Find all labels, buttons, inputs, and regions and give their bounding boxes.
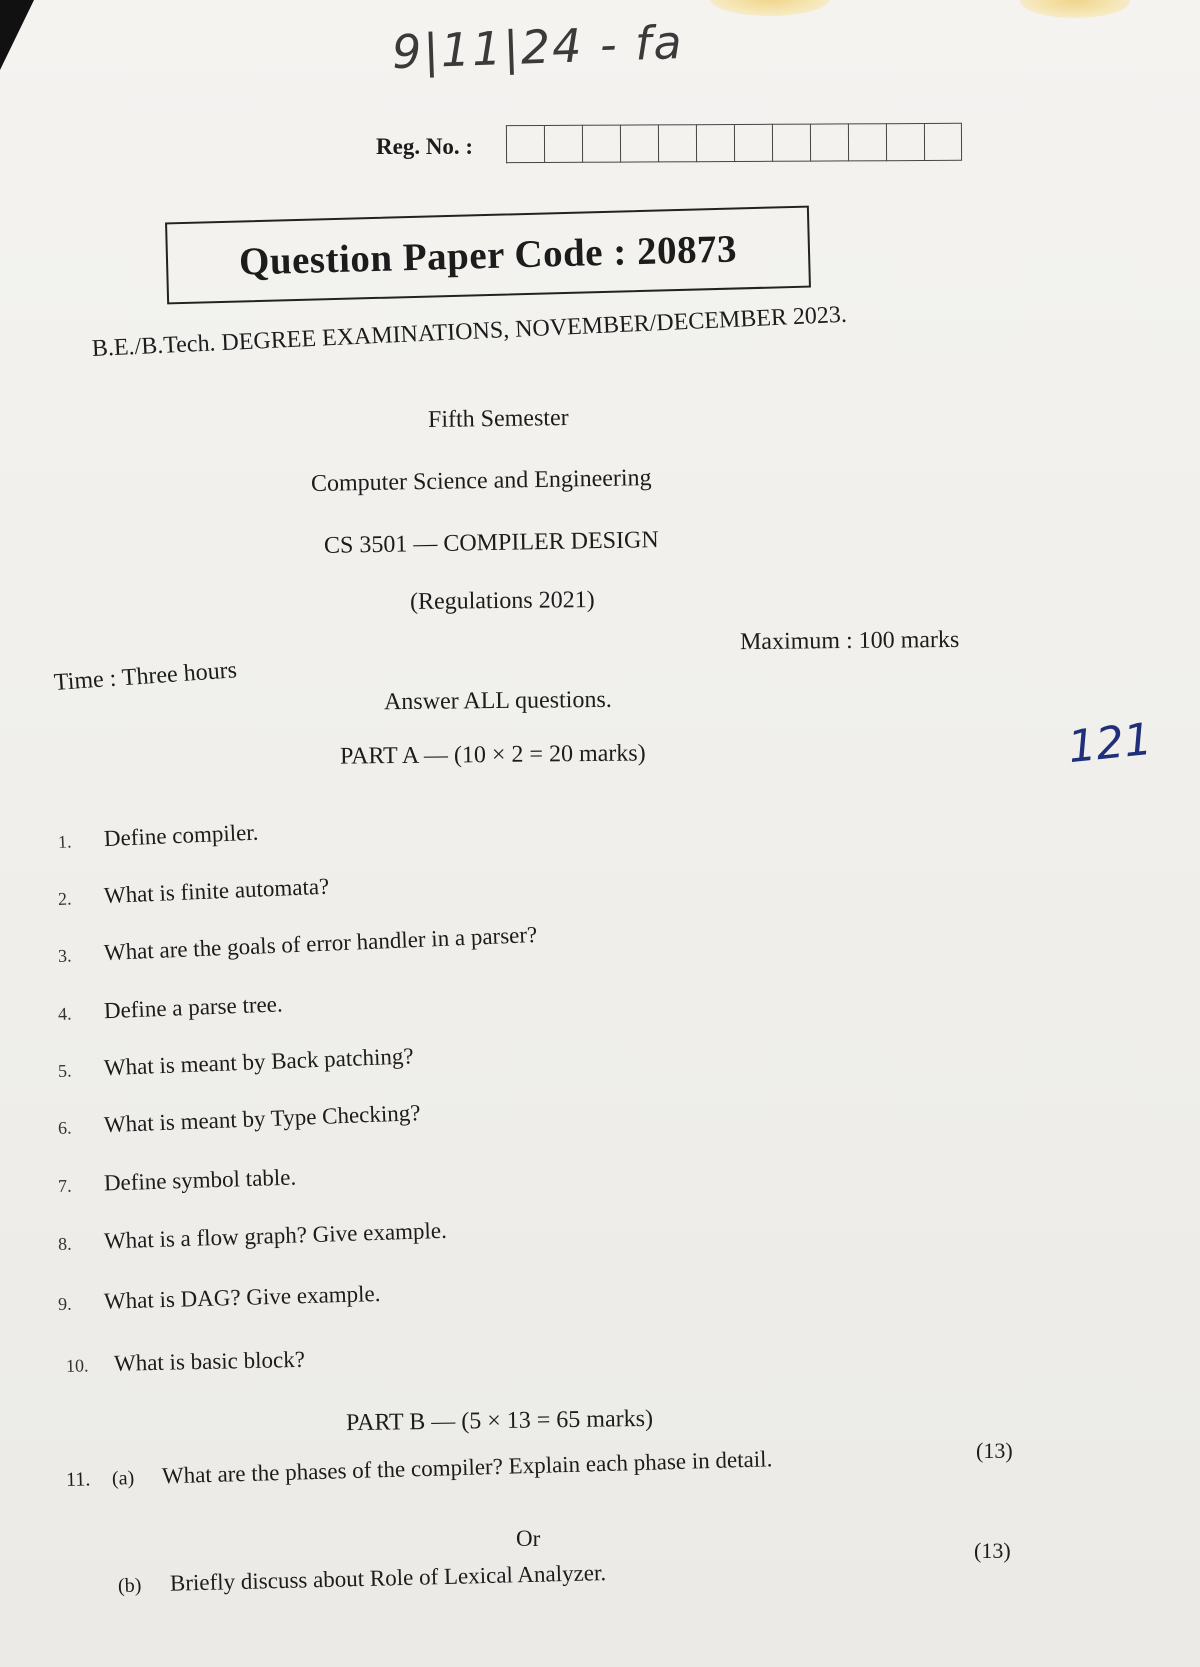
reg-no-boxes [506,123,962,163]
question-item [57,820,258,854]
part-a-title: PART A — (10 × 2 = 20 marks) [339,740,646,770]
question-item [57,922,537,968]
question-text: What is DAG? Give example. [103,1280,381,1314]
reg-no-digit-box [734,124,772,162]
instruction: Answer ALL questions. [383,686,612,716]
reg-no-label: Reg. No. : [376,134,474,159]
question-number: 5. [57,1060,72,1081]
question-text: Briefly discuss about Role of Lexical Analyzer. [169,1560,607,1596]
handwritten-date-note: 9|11|24 - fa [391,14,685,80]
question-item [58,1100,421,1140]
page-corner-shadow [0,0,34,70]
course-title: CS 3501 — COMPILER DESIGN [323,527,659,559]
question-number: 2. [57,888,72,909]
question-item [58,1281,381,1316]
sub-question-label: (b) [117,1574,142,1597]
question-11b [118,1560,607,1598]
question-item [58,1218,448,1256]
time-allowed: Time : Three hours [53,657,238,696]
question-text: Define compiler. [103,819,259,852]
paper-stain [1020,0,1130,18]
question-text: What is meant by Back patching? [103,1043,414,1081]
question-text: What is a flow graph? Give example. [103,1217,448,1254]
reg-no-digit-box [544,125,582,163]
question-number: 4. [57,1003,72,1024]
reg-no-digit-box [810,123,848,161]
question-11a [66,1446,773,1492]
maximum-marks: Maximum : 100 marks [739,626,960,656]
question-item [58,1165,297,1198]
reg-no-digit-box [772,124,810,162]
question-number: 8. [57,1233,72,1254]
reg-no-digit-box [696,124,734,162]
question-number: 6. [57,1117,72,1138]
question-text: What is meant by Type Checking? [103,1100,421,1138]
question-text: Define a parse tree. [103,991,284,1024]
reg-no-digit-box [924,123,962,161]
reg-no-digit-box [506,125,544,163]
question-text: Define symbol table. [103,1164,297,1196]
question-number: 1. [57,831,72,852]
part-b-title: PART B — (5 × 13 = 65 marks) [345,1405,654,1437]
reg-no-digit-box [848,123,886,161]
question-text: What is basic block? [113,1346,306,1376]
department: Computer Science and Engineering [310,465,652,497]
question-marks: (13) [976,1438,1013,1463]
question-item [58,1347,305,1378]
regulations: (Regulations 2021) [409,587,595,615]
question-text: What are the goals of error handler in a parser? [103,921,538,966]
exam-title: B.E./B.Tech. DEGREE EXAMINATIONS, NOVEMBER/DECEMBER 2023. [91,301,848,362]
question-paper-code: Question Paper Code : 20873 [238,226,738,284]
question-item [57,874,329,911]
reg-no-digit-box [620,124,658,162]
question-text: What are the phases of the compiler? Explain each phase in detail. [161,1446,773,1489]
handwritten-margin-mark: 121 [1065,713,1155,774]
or-separator: Or [516,1526,541,1551]
reg-no-digit-box [582,125,620,163]
semester: Fifth Semester [427,405,569,433]
sub-question-label: (a) [111,1467,135,1490]
question-number: 9. [57,1293,72,1314]
question-number: 10. [65,1355,89,1376]
question-item [58,1043,415,1083]
question-number: 11. [65,1468,91,1491]
reg-no-digit-box [658,124,696,162]
question-number: 7. [57,1175,72,1196]
question-paper-code-box [165,206,811,305]
question-text: What is finite automata? [103,873,330,909]
question-item [58,991,284,1026]
paper-stain [710,0,830,16]
reg-no-digit-box [886,123,924,161]
question-number: 3. [57,945,72,966]
question-marks: (13) [974,1538,1011,1563]
